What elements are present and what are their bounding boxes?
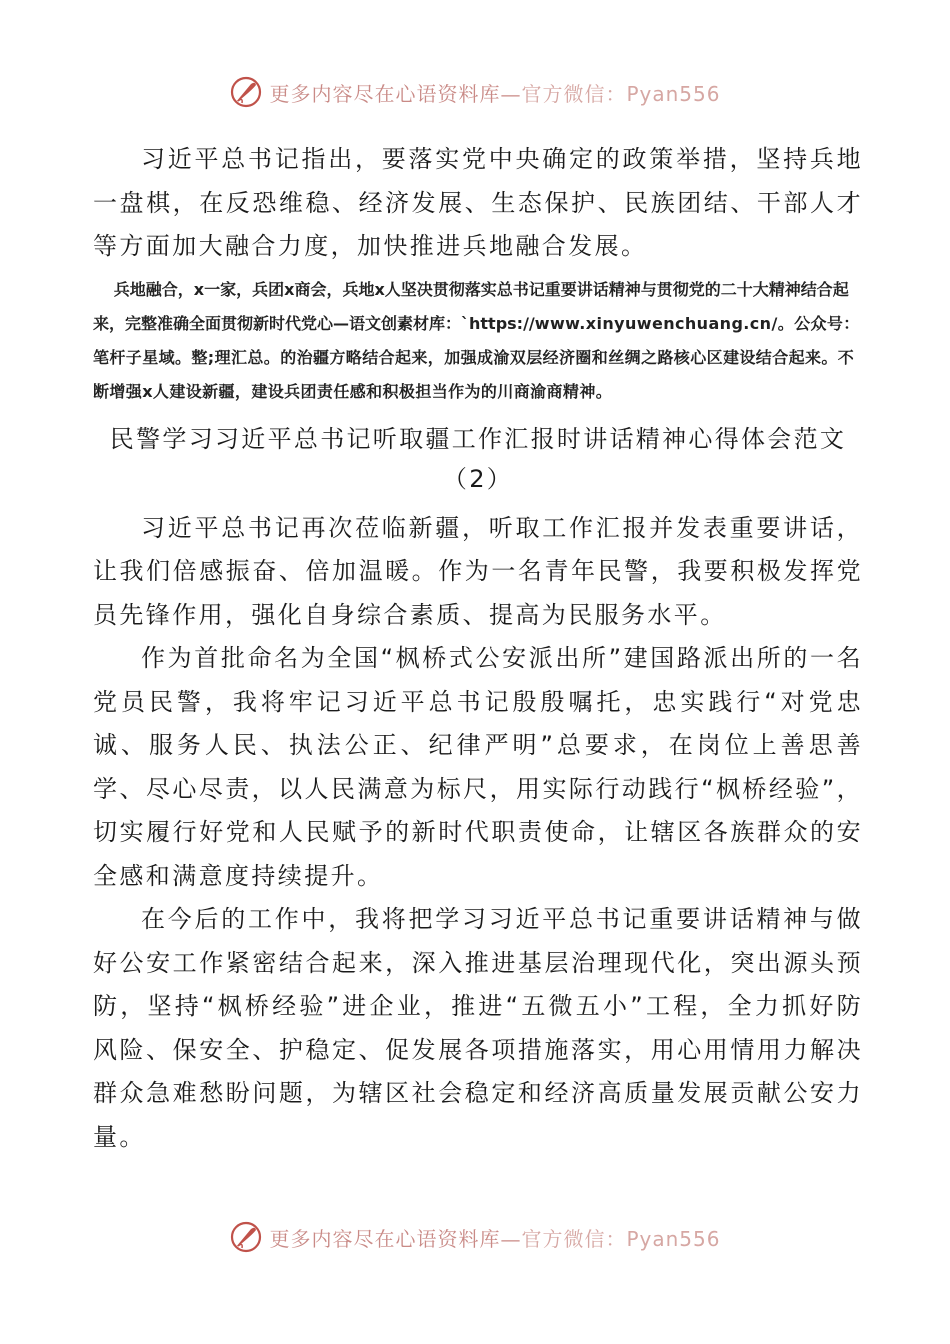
quill-logo-icon	[229, 75, 263, 109]
section-title-main: 民警学习习近平总书记听取疆工作汇报时讲话精神心得体会范文	[109, 424, 847, 453]
quill-logo-icon	[229, 1220, 263, 1254]
paragraph: 在今后的工作中，我将把学习习近平总书记重要讲话精神与做好公安工作紧密结合起来，深入推进基层治理现代化，突出源头预防，坚持“枫桥经验”进企业，推进“五微五小”工程，全力抓好防风险、保安全、护稳定、促发展各项措施落实，用心用情用力解决群众急难愁盼问题，为辖区社会稳定和经济高质量发展贡献公安力量。	[93, 905, 863, 1151]
header-banner	[0, 72, 950, 112]
note-line: 兵地融合，x一家，兵团x商会，兵地x人坚决贯彻落实总书记重要讲话精神与贯彻党的二十大精神结合起来，完整准确全面贯彻新时代党心—语文创素材库：`https://	[93, 279, 849, 333]
paragraph: 习近平总书记指出，要落实党中央确定的政策举措，坚持兵地一盘棋，在反恐维稳、经济发展、生态保护、民族团结、干部人才等方面加大融合力度，加快推进兵地融合发展。	[93, 145, 863, 260]
section-title	[93, 419, 863, 499]
paragraph: 作为首批命名为全国“枫桥式公安派出所”建国路派出所的一名党员民警，我将牢记习近平总书记殷殷嘱托，忠实践行“对党忠诚、服务人民、执法公正、纪律严明”总要求，在岗位上善思善学、尽心尽责，以人民满意为标尺，用实际行动践行“枫桥经验”，切实履行好党和人民赋予的新时代职责使命，让辖区各族群众的安全感和满意度持续提升。	[93, 644, 863, 890]
footer-banner	[0, 1217, 950, 1257]
banner-text: 更多内容尽在心语资料库—官方微信：Pyan556	[269, 81, 721, 106]
note-line: www.xinyuwenchuang.cn/。公众号：笔杆子星域。整;理汇总。的治疆方略结合起来，加强成渝双层经济圈和丝绸之路核心区建设结合起来。不断增强x人建设新疆，建设兵团责任感和积极担当作为的川商渝商精神。	[93, 313, 860, 401]
banner-text: 更多内容尽在心语资料库—官方微信：Pyan556	[269, 1226, 721, 1251]
section-title-number: （2）	[442, 464, 514, 493]
document-body	[93, 138, 863, 1159]
inserted-note	[93, 273, 863, 409]
paragraph: 习近平总书记再次莅临新疆，听取工作汇报并发表重要讲话，让我们倍感振奋、倍加温暖。作为一名青年民警，我要积极发挥党员先锋作用，强化自身综合素质、提高为民服务水平。	[93, 513, 863, 629]
